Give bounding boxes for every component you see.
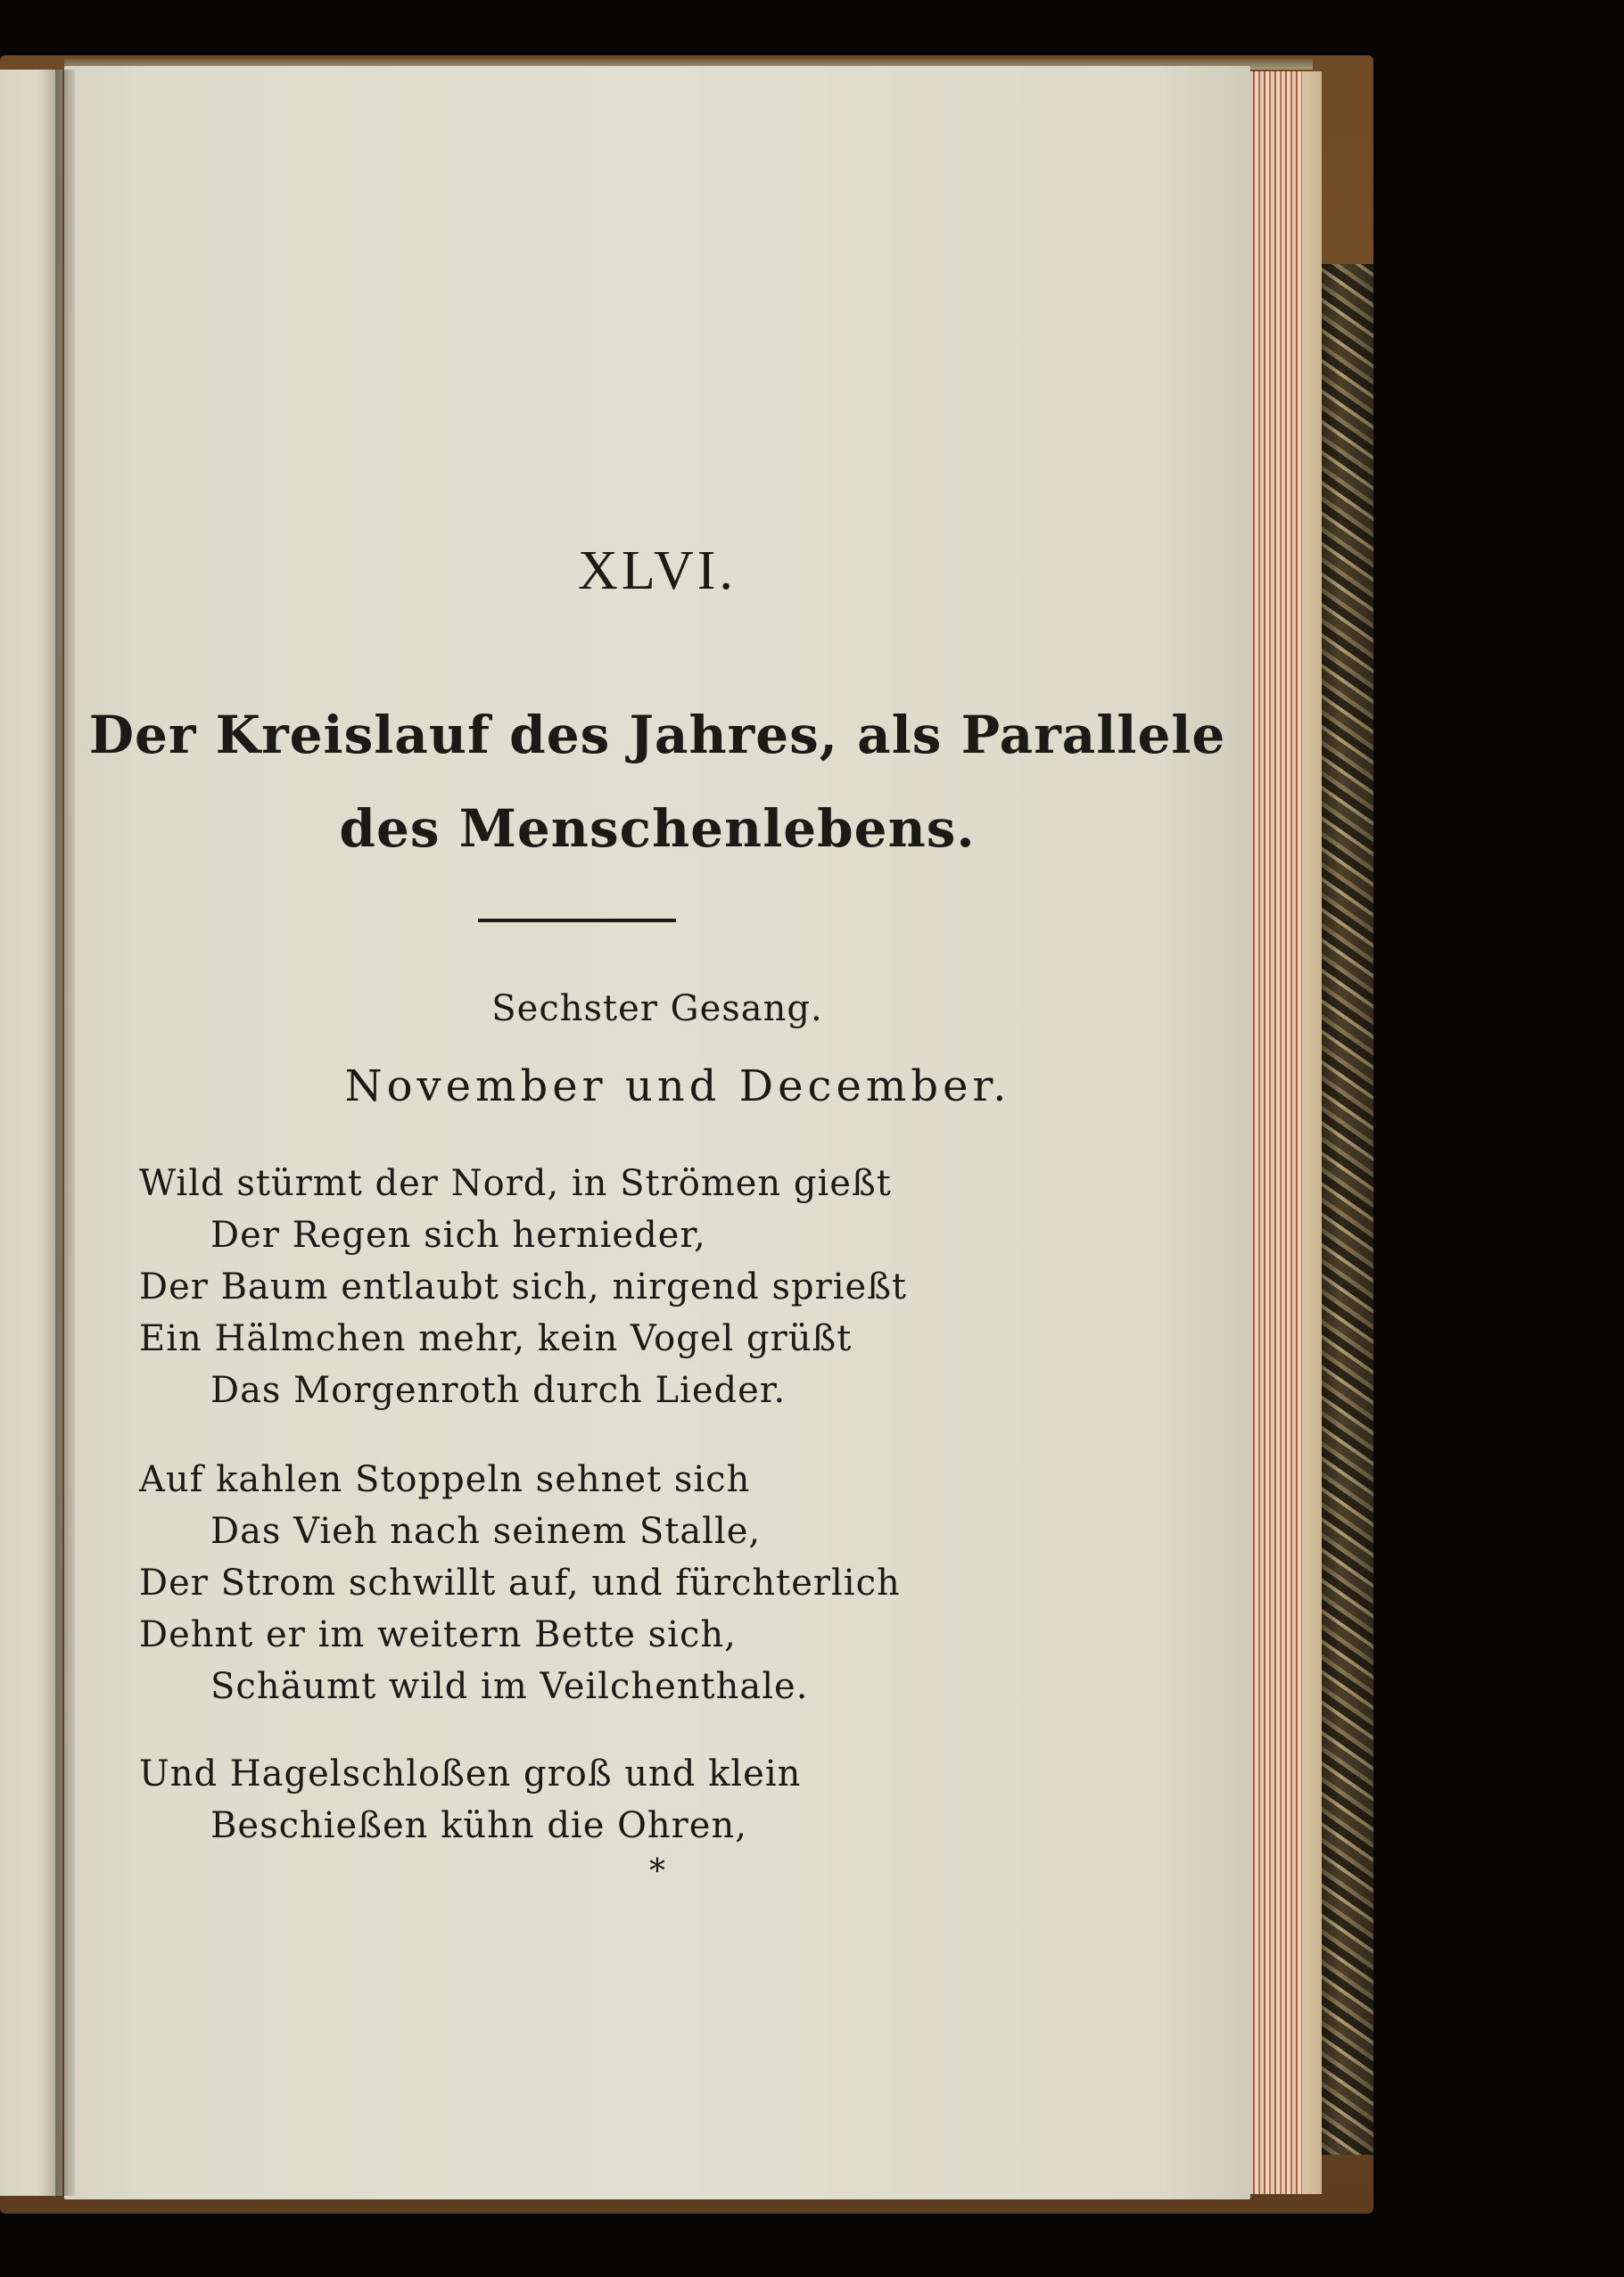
signature-mark: * xyxy=(649,1853,665,1890)
verse-line: Der Baum entlaubt sich, nirgend sprießt xyxy=(139,1266,907,1308)
stanza xyxy=(139,1748,801,1852)
verse-line: Und Hagelschloßen groß und klein xyxy=(139,1753,802,1794)
page-edges-outer xyxy=(1302,71,1322,2194)
verse-line: Das Morgenroth durch Lieder. xyxy=(210,1370,787,1411)
verse-line: Schäumt wild im Veilchenthale. xyxy=(210,1666,809,1707)
verse-line: Ein Hälmchen mehr, kein Vogel grüßt xyxy=(139,1318,853,1359)
verse-line: Das Vieh nach seinem Stalle, xyxy=(210,1511,762,1552)
title-rule xyxy=(478,919,676,922)
marbled-edge-shade xyxy=(1318,264,1373,2155)
page-gutter xyxy=(55,70,75,2196)
stanza xyxy=(139,1158,907,1416)
verse-line: Wild stürmt der Nord, in Strömen gießt xyxy=(139,1163,892,1204)
canto-heading: Sechster Gesang. xyxy=(491,988,823,1029)
verse-line: Der Strom schwillt auf, und fürchterlich xyxy=(139,1563,901,1604)
poem-title-line-2: des Menschenlebens. xyxy=(339,798,976,859)
verse-line: Der Regen sich hernieder, xyxy=(210,1215,706,1256)
stanza xyxy=(139,1454,901,1712)
chapter-number: XLVI. xyxy=(578,540,737,601)
left-facing-page xyxy=(0,70,62,2196)
verse-line: Dehnt er im weitern Bette sich, xyxy=(139,1614,737,1655)
verse-line: Auf kahlen Stoppeln sehnet sich xyxy=(139,1459,751,1500)
verse-line: Beschießen kühn die Ohren, xyxy=(210,1805,747,1846)
months-heading: November und December. xyxy=(344,1061,1011,1111)
poem-title-line-1: Der Kreislauf des Jahres, als Parallele xyxy=(88,705,1226,765)
